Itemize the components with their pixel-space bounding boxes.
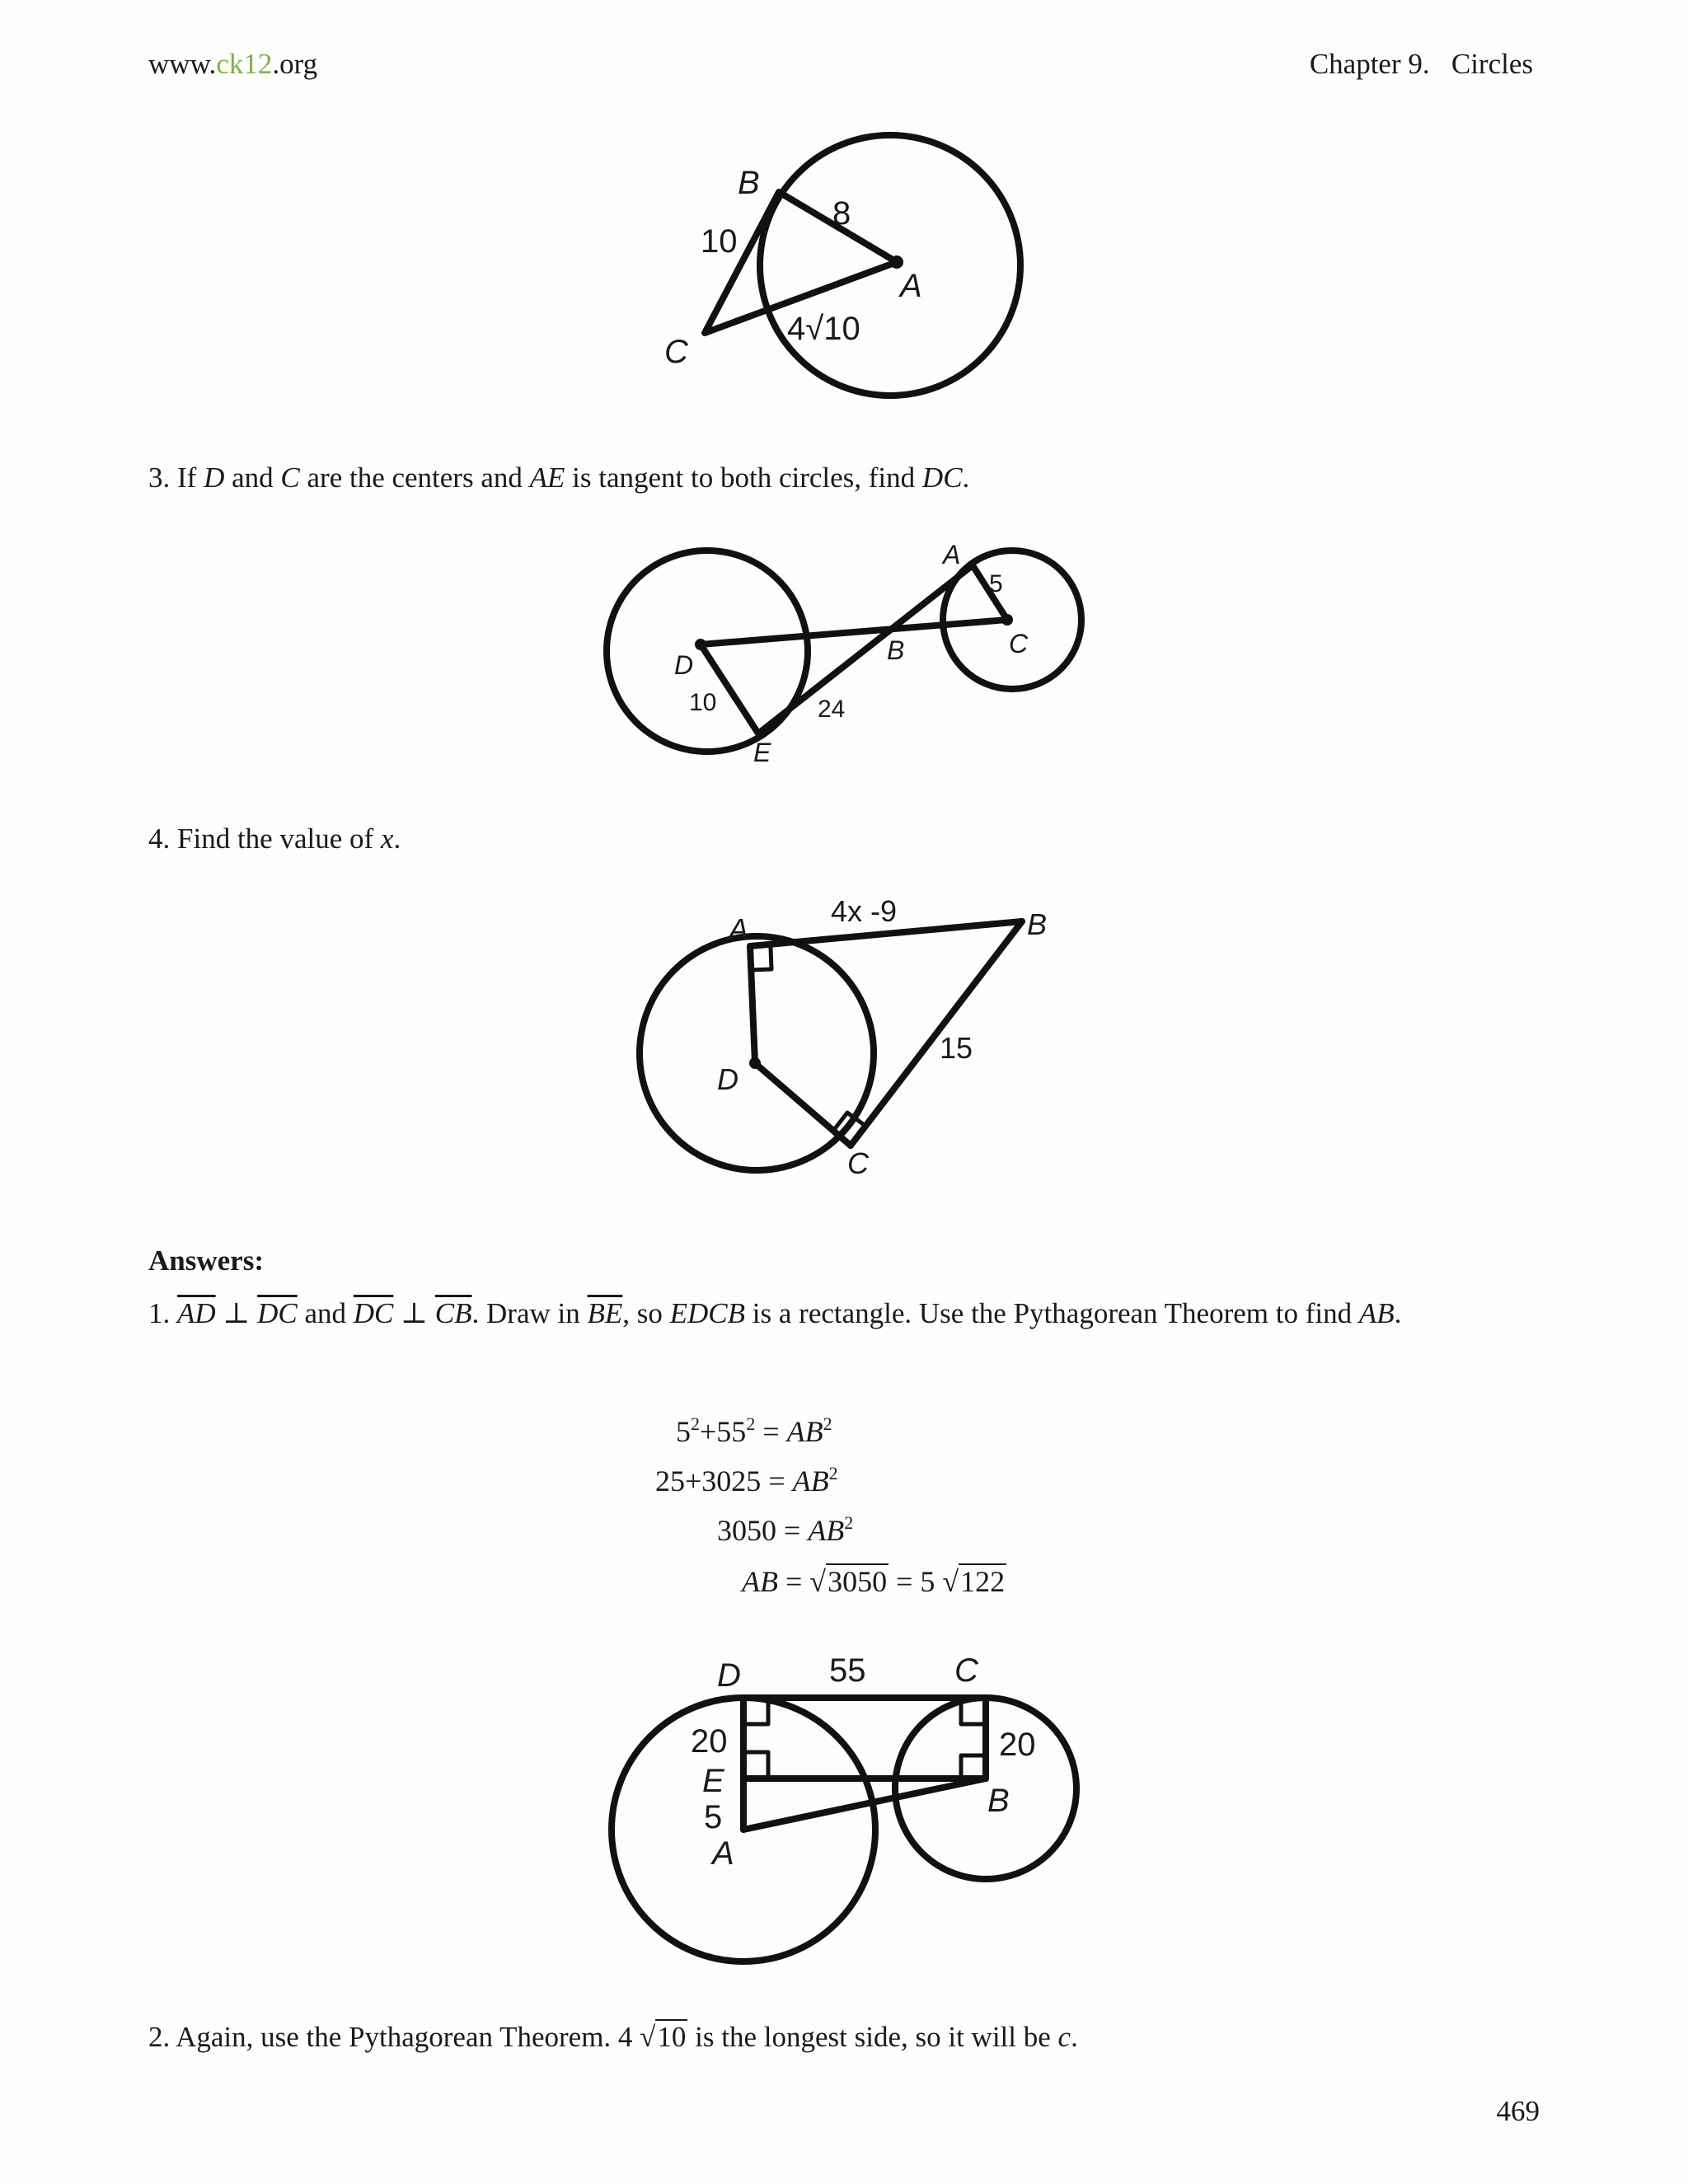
fig4-label-a: A [729,912,749,946]
a1-and: and [304,1297,346,1329]
a2-post: is the longest side, so it will be [695,2021,1051,2053]
fig4-label-c: C [847,1146,869,1180]
ans-label-20-left: 20 [691,1723,728,1760]
a1-seg-ad: $\overline{AD}$ [177,1297,216,1329]
fig2-side-ca: 4√10 [787,311,860,347]
p3-var-ae: AE [529,462,565,494]
fig4-label-15: 15 [940,1031,973,1065]
a1-rest: is a rectangle. Use the Pythagorean Theorem to find [752,1297,1353,1329]
a2-var: c [1057,2021,1071,2053]
site-url-prefix: www. [148,48,217,80]
fig2-label-a: A [900,268,922,304]
a1-seg-be: $\overline{BE}$ [587,1297,623,1329]
a2-pre: Again, use the Pythagorean Theorem. 4 [176,2021,633,2053]
equation-line-4: AB = √3050 = 5 √122 [742,1565,1006,1598]
fig3-label-5: 5 [989,570,1003,598]
ans-label-d: D [717,1657,741,1694]
fig3-label-c: C [1009,629,1029,658]
a2-number: 2. [148,2021,171,2053]
answers-heading: Answers: [148,1244,264,1277]
a1-so: , so [622,1297,663,1329]
fig3-label-10: 10 [689,689,717,716]
chapter-title: Chapter 9. Circles [1309,48,1533,80]
p3-var-dc: DC [921,462,963,494]
site-url-brand: ck12 [216,48,273,80]
a1-seg-dc2: $\overline{DC}$ [353,1297,394,1329]
ans-label-5: 5 [704,1799,723,1835]
p3-text: If [177,462,197,494]
ans-right-angle-e [743,1752,768,1779]
a1-perp: ⊥ [223,1297,251,1329]
fig4-label-d: D [717,1062,738,1096]
p3-text: and [232,462,274,494]
p3-var-d: D [204,462,225,494]
p3-text: is tangent to both circles, find [572,462,916,494]
p4-text: Find the value of [177,823,374,855]
fig3-label-e: E [753,738,771,767]
a1-draw-in: . Draw in [471,1297,580,1329]
a1-end: . [1394,1297,1402,1329]
fig2-label-b: B [738,165,760,201]
a1-seg-dc: $\overline{DC}$ [257,1297,298,1329]
fig3-label-24: 24 [818,696,846,723]
a1-ab: AB [1358,1297,1395,1329]
fig2-label-c: C [664,334,688,370]
answer-2-text [148,2019,1078,2055]
a1-rect: EDCB [669,1297,746,1329]
fig4-label-ab: 4x -9 [831,894,898,928]
p3-text: are the centers and [307,462,523,494]
ans-label-55: 55 [829,1652,866,1689]
fig3-label-b: B [887,635,905,665]
equation-line-3: $3050 = AB^2$ [717,1512,854,1547]
fig2-side-bc: 10 [701,223,738,260]
problem-3-number: 3. [148,462,171,494]
p4-period: . [393,823,401,855]
p3-period: . [962,462,970,494]
problem-4-number: 4. [148,823,171,855]
p4-var-x: x [380,823,394,855]
a2-end: . [1071,2021,1078,2053]
a1-perp: ⊥ [401,1297,429,1329]
a1-number: 1. [148,1297,171,1329]
equation-line-1: $5^2+55^2 = AB^2$ [676,1413,832,1448]
fig3-label-a: A [943,540,961,569]
ans-right-angle-b [961,1755,986,1779]
fig2-side-ba: 8 [832,195,851,232]
equation-line-2: $25+3025 = AB^2$ [655,1463,838,1497]
page-number: 469 [1496,2095,1540,2127]
ans-label-b: B [987,1783,1010,1819]
ans-label-e: E [702,1763,724,1799]
fig4-label-b: B [1027,907,1048,941]
ans-label-a: A [712,1835,734,1872]
ans-label-20-right: 20 [999,1727,1036,1763]
a1-seg-cb: $\overline{CB}$ [434,1297,472,1329]
p3-var-c: C [280,462,300,494]
a2-sqrt: √10 [640,2021,687,2053]
ans-label-c: C [954,1652,978,1689]
site-url-suffix: .org [272,48,318,80]
fig3-label-d: D [674,650,694,680]
